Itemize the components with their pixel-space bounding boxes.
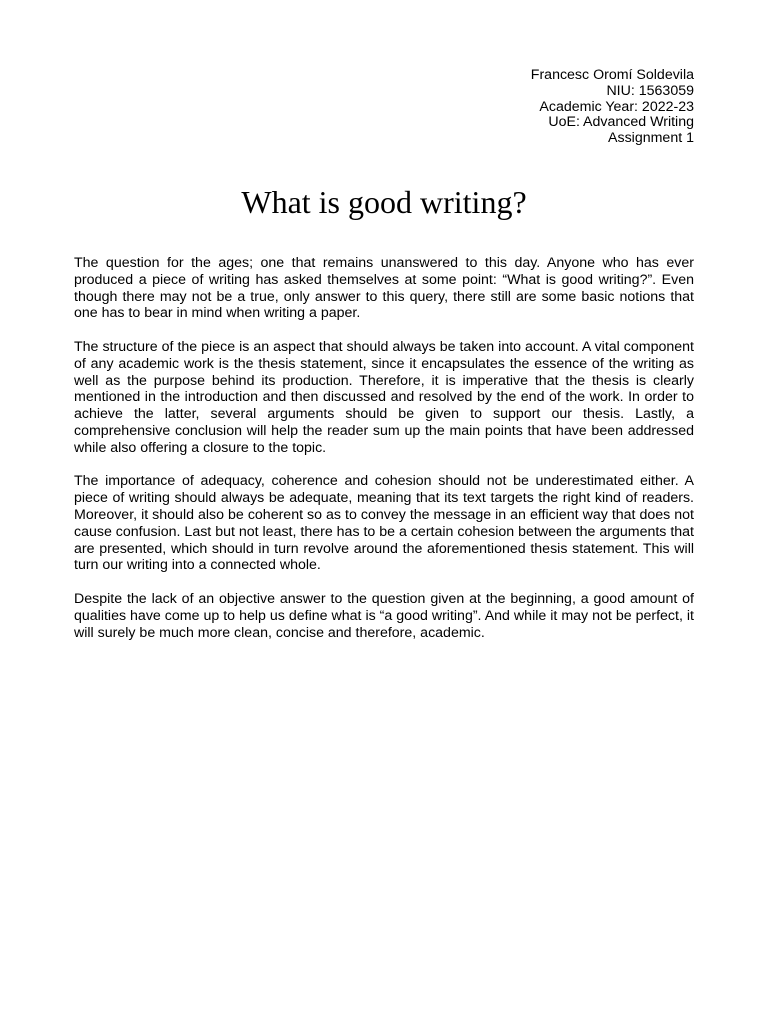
author-info-block — [531, 68, 694, 147]
document-title: What is good writing? — [241, 184, 527, 220]
document-body — [74, 255, 694, 658]
author-name: Francesc Oromí Soldevila — [530, 67, 694, 83]
paragraph-conclusion: Despite the lack of an objective answer to the question given at the beginning, a good amount of qualities have come up to help us define what is “a good writing”. And while it may not be perfect, it will surely be much more clean, concise and therefore, academic. — [74, 590, 694, 641]
paragraph-structure: The structure of the piece is an aspect that should always be taken into account. A vital component of any academic work is the thesis statement, since it encapsulates the essence of the writing as well as the purpose behind its production. Therefore, it is imperative that the thesis is clearly mentioned in the introduction and then discussed and resolved by the end of the work. In order to achieve the latter, several arguments should be given to support our thesis. Lastly, a comprehensive conclusion will help the reader sum up the main points that have been addressed while also offering a closure to the topic. — [74, 338, 694, 456]
student-niu: NIU: 1563059 — [606, 82, 694, 99]
paragraph-adequacy: The importance of adequacy, coherence and cohesion should not be underestimated either. A piece of writing should always be adequate, meaning that its text targets the right kind of readers. Moreover, it should also be coherent so as to convey the message in an efficient way that does not cause confusion. Last but not least, there has to be a certain cohesion between the arguments that are presented, which should in turn revolve around the aforementioned thesis statement. This will turn our writing into a connected whole. — [74, 473, 694, 574]
academic-year: Academic Year: 2022-23 — [539, 98, 694, 115]
paragraph-intro: The question for the ages; one that remains unanswered to this day. Anyone who has ever produced a piece of writing has asked themselves at some point: “What is good writing?”. Even though there may not be a true, only answer to this query, there still are some basic notions that one has to bear in mind when writing a paper. — [74, 255, 694, 322]
course-unit: UoE: Advanced Writing — [548, 114, 694, 131]
assignment-label: Assignment 1 — [608, 130, 694, 147]
